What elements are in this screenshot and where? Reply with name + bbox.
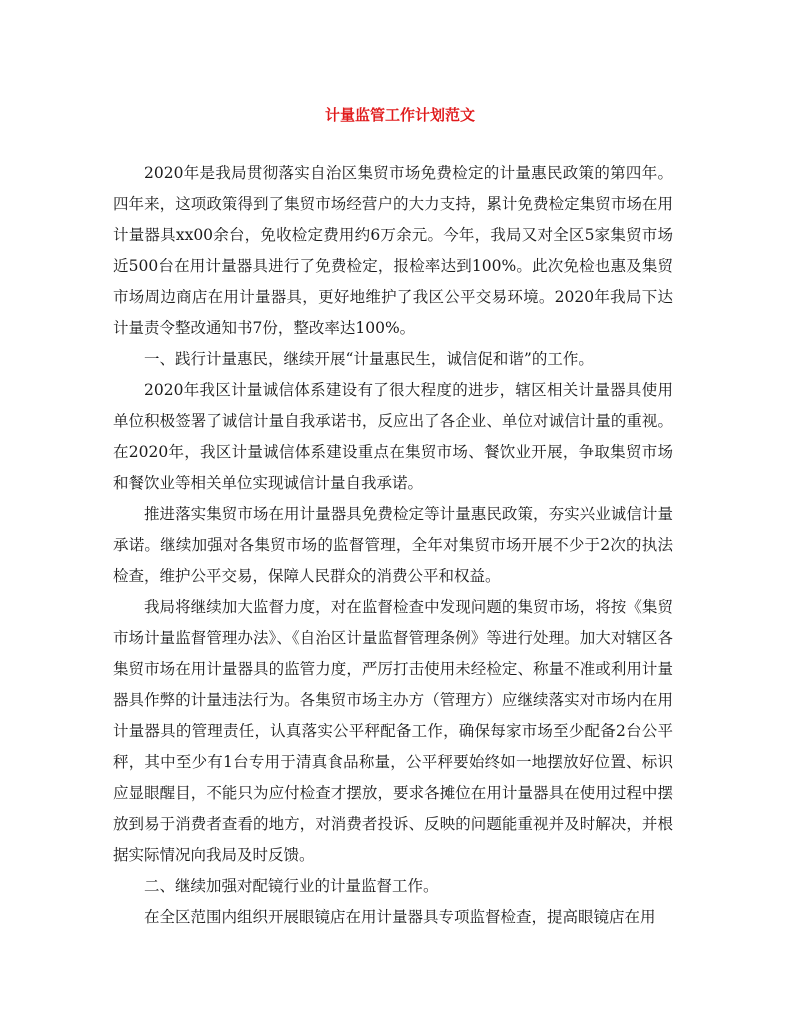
paragraph: 2020年我区计量诚信体系建设有了很大程度的进步，辖区相关计量器具使用单位积极签署了诚信计量自我承诺书，反应出了各企业、单位对诚信计量的重视。在2020年，我区计量诚信体系建设重点在集贸市场、餐饮业开展，争取集贸市场和餐饮业等相关单位实现诚信计量自我承诺。	[113, 381, 673, 492]
paragraph: 推进落实集贸市场在用计量器具免费检定等计量惠民政策，夯实兴业诚信计量承诺。继续加强对各集贸市场的监督管理，全年对集贸市场开展不少于2次的执法检查，维护公平交易，保障人民群众的消费公平和权益。	[113, 505, 673, 585]
paragraph: 我局将继续加大监督力度，对在监督检查中发现问题的集贸市场，将按《集贸市场计量监督管理办法》、《自治区计量监督管理条例》等进行处理。加大对辖区各集贸市场在用计量器具的监管力度，严厉打击使用未经检定、称量不准或利用计量器具作弊的计量违法行为。各集贸市场主办方（管理方）应继续落实对市场内在用计量器具的管理责任，认真落实公平秤配备工作，确保每家市场至少配备2台公平秤，其中至少有1台专用于清真食品称量，公平秤要始终如一地摆放好位置、标识应显眼醒目，不能只为应付检查才摆放，要求各摊位在用计量器具在使用过程中摆放到易于消费者查看的地方，对消费者投诉、反映的问题能重视并及时解决，并根据实际情况向我局及时反馈。	[113, 598, 673, 864]
paragraph: 2020年是我局贯彻落实自治区集贸市场免费检定的计量惠民政策的第四年。四年来，这项政策得到了集贸市场经营户的大力支持，累计免费检定集贸市场在用计量器具xx00余台，免收检定费用约6万余元。今年，我局又对全区5家集贸市场近500台在用计量器具进行了免费检定，报检率达到100%。此次免检也惠及集贸市场周边商店在用计量器具，更好地维护了我区公平交易环境。2020年我局下达计量责令整改通知书7份，整改率达100%。	[113, 164, 673, 337]
paragraph: 在全区范围内组织开展眼镜店在用计量器具专项监督检查，提高眼镜店在用	[144, 908, 656, 926]
document-body	[113, 158, 673, 933]
document-title: 计量监管工作计划范文	[324, 106, 475, 124]
section-heading: 一、践行计量惠民，继续开展“计量惠民生，诚信促和谐”的工作。	[144, 350, 594, 368]
section-heading: 二、继续加强对配镜行业的计量监督工作。	[144, 877, 439, 895]
